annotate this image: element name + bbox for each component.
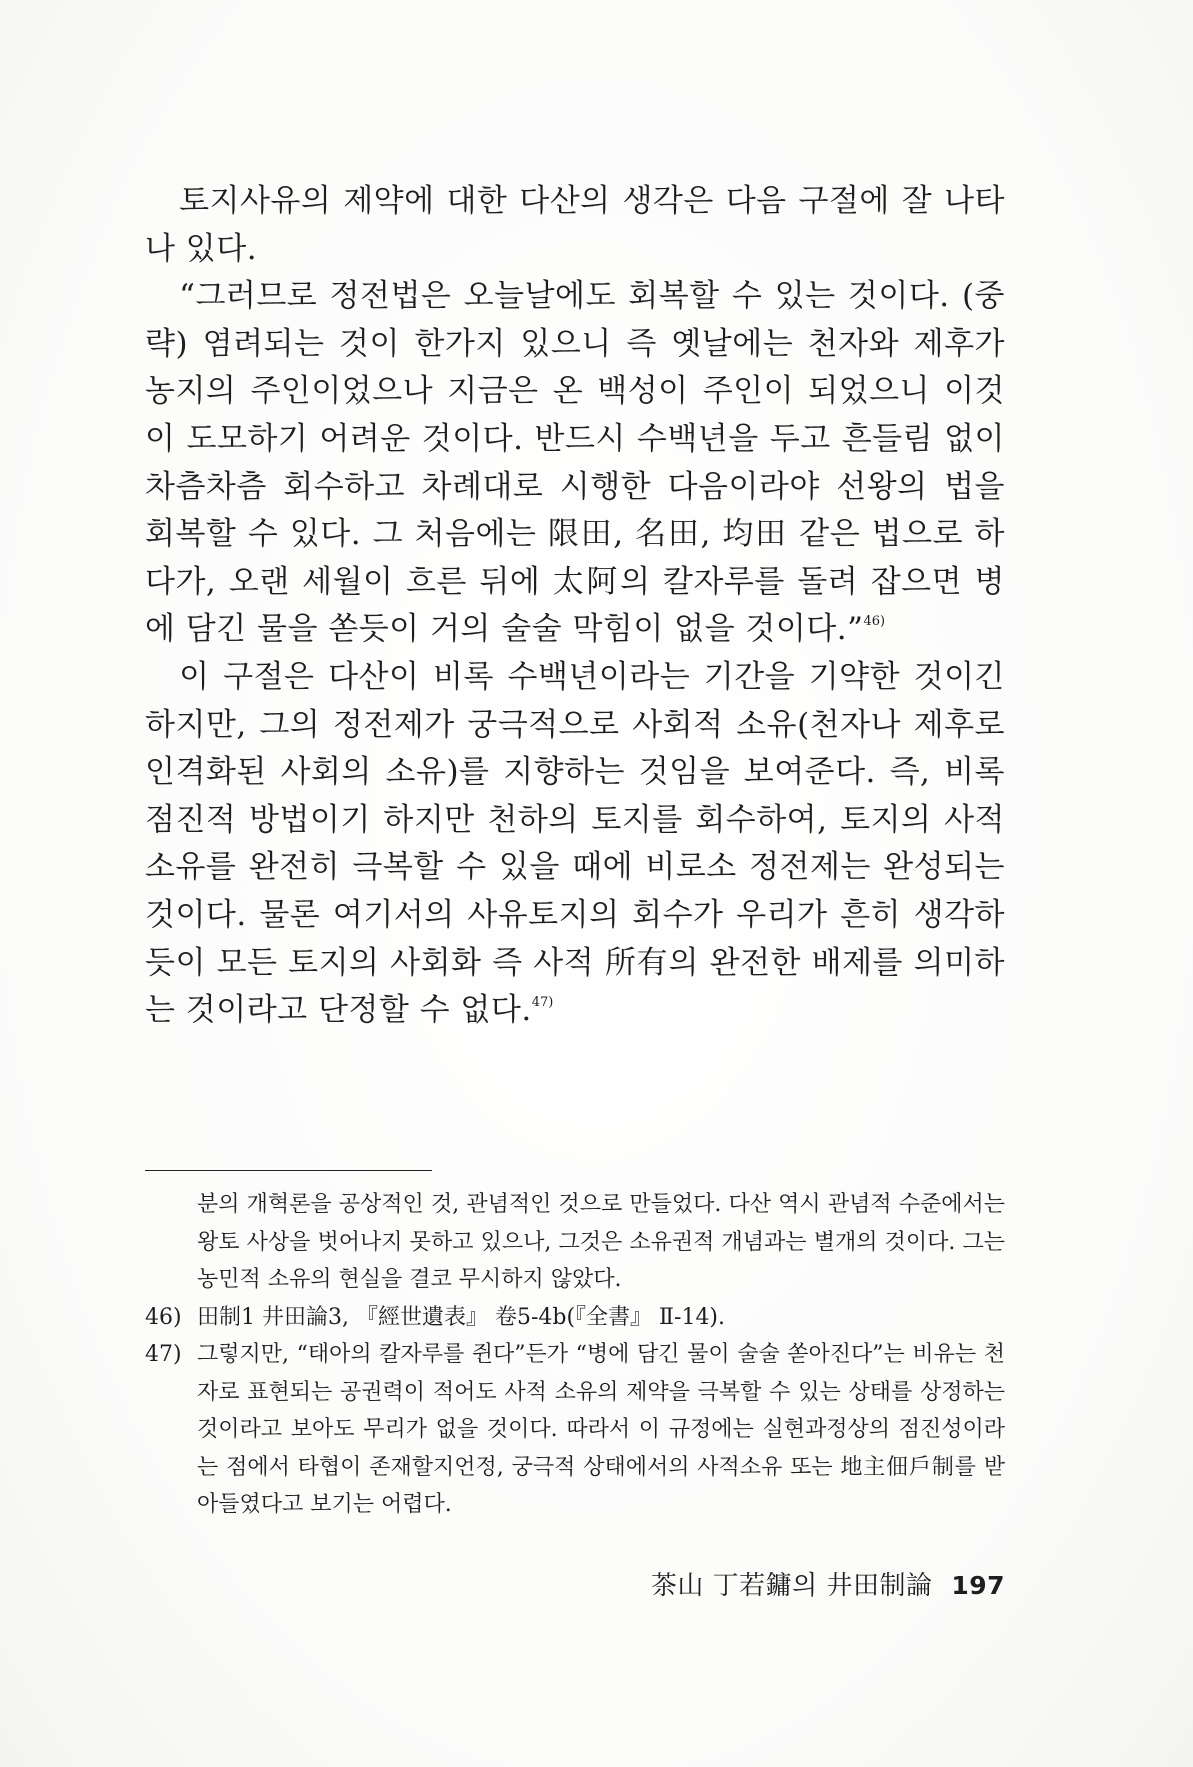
footnote-number: 46)	[145, 1304, 182, 1330]
page-footer	[651, 1565, 1005, 1602]
body-paragraph	[145, 178, 1005, 273]
footnote-46	[145, 1299, 1005, 1337]
page-number: 197	[951, 1571, 1005, 1600]
body-paragraph	[145, 654, 1005, 1035]
footnote-ref-47: 47)	[531, 995, 554, 1011]
footnote-text: 그렇지만, “태아의 칼자루를 쥔다”든가 “병에 담긴 물이 술술 쏟아진다”는 비유는 천자로 표현되는 공권력이 적어도 사적 소유의 제약을 극복할 수 있는 상태를 상정하는 것이라고 보아도 무리가 없을 것이다. 따라서 이 규정에는 실현과정상의 점진성이라는 점에서 타협이 존재할지언정, 궁극적 상태에서의 사적소유 또는 地主佃戶制를 받아들였다고 보기는 어렵다.	[197, 1342, 1005, 1517]
quote-text: “그러므로 정전법은 오늘날에도 회복할 수 있는 것이다. (중략) 염려되는 것이 한가지 있으니 즉 옛날에는 천자와 제후가 농지의 주인이었으나 지금은 온 백성이 주인이 되었으니 이것이 도모하기 어려운 것이다. 반드시 수백년을 두고 흔들림 없이 차츰차츰 회수하고 차례대로 시행한 다음이라야 선왕의 법을 회복할 수 있다. 그 처음에는 限田, 名田, 均田 같은 법으로 하다가, 오랜 세월이 흐른 뒤에 太阿의 칼자루를 돌려 잡으면 병에 담긴 물을 쏟듯이 거의 술술 막힘이 없을 것이다.”	[145, 278, 1005, 648]
footnote-divider	[145, 1170, 432, 1171]
footnote-number: 47)	[145, 1342, 182, 1367]
quote-paragraph	[145, 273, 1005, 654]
running-title: 茶山 丁若鏞의 井田制論	[650, 1571, 933, 1601]
footnote-ref-46: 46)	[863, 614, 886, 630]
footnote-continuation: 분의 개혁론을 공상적인 것, 관념적인 것으로 만들었다. 다산 역시 관념적 수준에서는 왕토 사상을 벗어나지 못하고 있으나, 그것은 소유권적 개념과는 별개의 것이다. 그는 농민적 소유의 현실을 결코 무시하지 않았다.	[197, 1192, 1005, 1292]
paragraph-text: 토지사유의 제약에 대한 다산의 생각은 다음 구절에 잘 나타나 있다.	[145, 183, 1005, 267]
paragraph-text: 이 구절은 다산이 비록 수백년이라는 기간을 기약한 것이긴 하지만, 그의 정전제가 궁극적으로 사회적 소유(천자나 제후로 인격화된 사회의 소유)를 지향하는 것임을 보여준다. 즉, 비록 점진적 방법이기 하지만 천하의 토지를 회수하여, 토지의 사적 소유를 완전히 극복할 수 있을 때에 비로소 정전제는 완성되는 것이다. 물론 여기서의 사유토지의 회수가 우리가 흔히 생각하듯이 모든 토지의 사회화 즉 사적 所有의 완전한 배제를 의미하는 것이라고 단정할 수 없다.	[145, 658, 1005, 1029]
footnotes	[145, 1186, 1005, 1524]
footnote-text: 田制1 井田論3, 『經世遺表』 卷5-4b(『全書』 Ⅱ-14).	[197, 1304, 726, 1330]
footnote-47	[145, 1336, 1005, 1524]
main-text	[145, 178, 1005, 1035]
